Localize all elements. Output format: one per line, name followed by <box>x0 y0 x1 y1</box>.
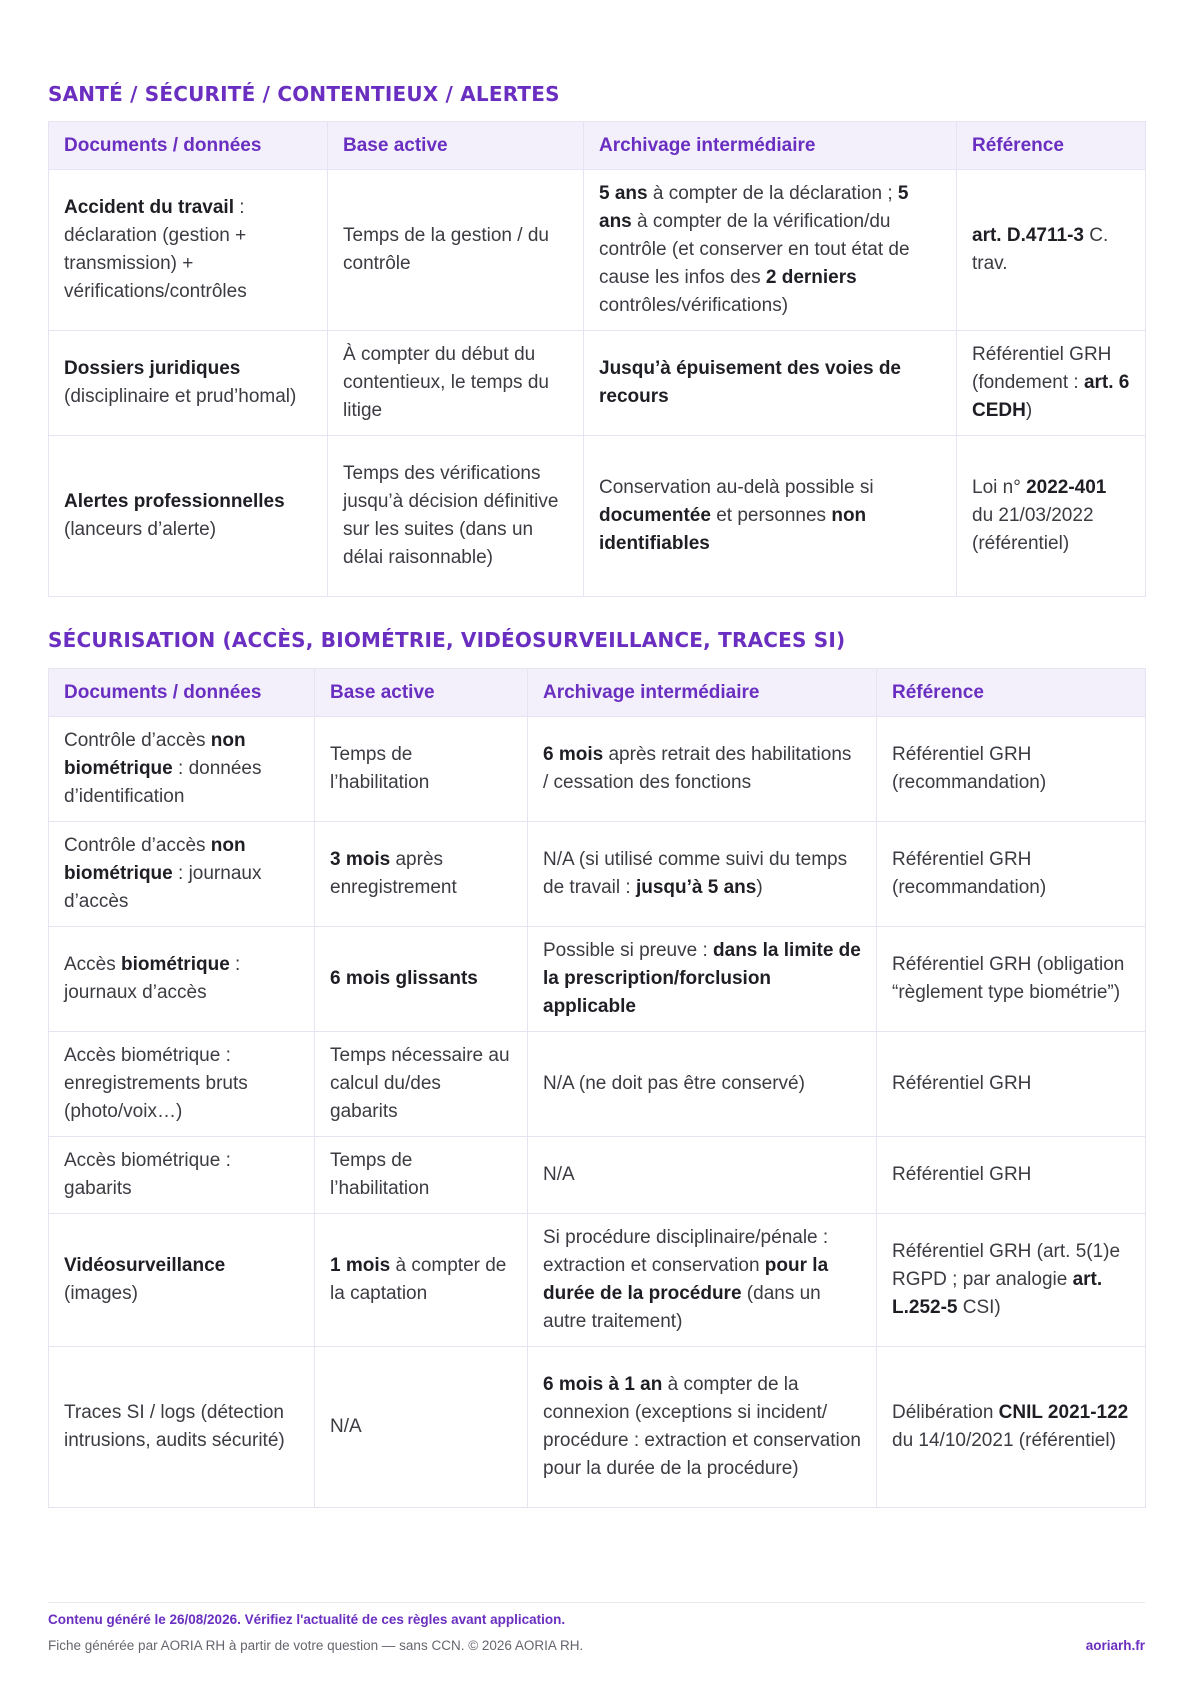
footer-divider <box>48 1602 1145 1603</box>
cell-archivage: N/A <box>528 1137 877 1214</box>
cell-reference: Référentiel GRH (recommandation) <box>877 717 1146 822</box>
table-row <box>49 1032 1146 1137</box>
cell-archivage: Jusqu’à épuisement des voies de recours <box>584 331 957 436</box>
cell-documents: Contrôle d’accès non biométrique : données d’identification <box>49 717 315 822</box>
cell-base-active: Temps des vérifications jusqu’à décision définitive sur les suites (dans un délai raisonnable) <box>328 436 584 597</box>
cell-documents: Vidéosurveillance (images) <box>49 1214 315 1347</box>
cell-base-active: Temps de l’habilitation <box>315 717 528 822</box>
cell-archivage: Conservation au-delà possible si documentée et personnes non identifiables <box>584 436 957 597</box>
header-reference: Référence <box>877 669 1146 717</box>
table-row <box>49 436 1146 597</box>
table-row <box>49 822 1146 927</box>
cell-documents: Accident du travail : déclaration (gestion + transmission) + vérifications/contrôles <box>49 170 328 331</box>
header-base-active: Base active <box>315 669 528 717</box>
cell-archivage: 6 mois après retrait des habilitations / cessation des fonctions <box>528 717 877 822</box>
cell-documents: Accès biométrique : enregistrements bruts (photo/voix…) <box>49 1032 315 1137</box>
cell-reference: Loi n° 2022-401 du 21/03/2022 (référentiel) <box>957 436 1146 597</box>
cell-reference: Référentiel GRH (recommandation) <box>877 822 1146 927</box>
footer-credit: Fiche générée par AORIA RH à partir de votre question — sans CCN. © 2026 AORIA RH. <box>48 1638 584 1653</box>
table-header-row <box>49 122 1146 170</box>
cell-reference: art. D.4711-3 C. trav. <box>957 170 1146 331</box>
header-documents: Documents / données <box>49 669 315 717</box>
section-title-sante: SANTÉ / SÉCURITÉ / CONTENTIEUX / ALERTES <box>48 82 560 106</box>
cell-archivage: N/A (si utilisé comme suivi du temps de travail : jusqu’à 5 ans) <box>528 822 877 927</box>
table-row <box>49 1214 1146 1347</box>
cell-base-active: 6 mois glissants <box>315 927 528 1032</box>
table-row <box>49 1347 1146 1508</box>
cell-base-active: Temps nécessaire au calcul du/des gabarits <box>315 1032 528 1137</box>
cell-base-active: À compter du début du contentieux, le temps du litige <box>328 331 584 436</box>
table-row <box>49 1137 1146 1214</box>
cell-reference: Référentiel GRH (art. 5(1)e RGPD ; par analogie art. L.252-5 CSI) <box>877 1214 1146 1347</box>
cell-base-active: 3 mois après enregistrement <box>315 822 528 927</box>
header-documents: Documents / données <box>49 122 328 170</box>
cell-reference: Référentiel GRH (fondement : art. 6 CEDH) <box>957 331 1146 436</box>
cell-documents: Alertes professionnelles (lanceurs d’alerte) <box>49 436 328 597</box>
cell-archivage: N/A (ne doit pas être conservé) <box>528 1032 877 1137</box>
retention-table-securisation <box>48 668 1146 1508</box>
cell-base-active: N/A <box>315 1347 528 1508</box>
cell-base-active: 1 mois à compter de la captation <box>315 1214 528 1347</box>
cell-base-active: Temps de la gestion / du contrôle <box>328 170 584 331</box>
cell-documents: Contrôle d’accès non biométrique : journaux d’accès <box>49 822 315 927</box>
header-archivage: Archivage intermédiaire <box>584 122 957 170</box>
footer-site-link[interactable]: aoriarh.fr <box>1085 1638 1145 1653</box>
cell-archivage: 6 mois à 1 an à compter de la connexion (exceptions si incident/ procédure : extraction et conservation pour la durée de la procédure) <box>528 1347 877 1508</box>
cell-reference: Délibération CNIL 2021-122 du 14/10/2021 (référentiel) <box>877 1347 1146 1508</box>
cell-archivage: Possible si preuve : dans la limite de la prescription/forclusion applicable <box>528 927 877 1032</box>
header-archivage: Archivage intermédiaire <box>528 669 877 717</box>
cell-documents: Accès biométrique : gabarits <box>49 1137 315 1214</box>
section-title-securisation: SÉCURISATION (ACCÈS, BIOMÉTRIE, VIDÉOSURVEILLANCE, TRACES SI) <box>48 628 846 652</box>
header-reference: Référence <box>957 122 1146 170</box>
cell-reference: Référentiel GRH (obligation “règlement type biométrie”) <box>877 927 1146 1032</box>
header-base-active: Base active <box>328 122 584 170</box>
table-row <box>49 331 1146 436</box>
cell-documents: Dossiers juridiques (disciplinaire et prud’homal) <box>49 331 328 436</box>
cell-documents: Accès biométrique : journaux d’accès <box>49 927 315 1032</box>
cell-reference: Référentiel GRH <box>877 1032 1146 1137</box>
cell-archivage: Si procédure disciplinaire/pénale : extraction et conservation pour la durée de la procédure (dans un autre traitement) <box>528 1214 877 1347</box>
cell-reference: Référentiel GRH <box>877 1137 1146 1214</box>
footer-notice: Contenu généré le 26/08/2026. Vérifiez l'actualité de ces règles avant application. <box>48 1612 566 1627</box>
table-header-row <box>49 669 1146 717</box>
table-row <box>49 927 1146 1032</box>
cell-base-active: Temps de l’habilitation <box>315 1137 528 1214</box>
retention-table-sante <box>48 121 1146 597</box>
cell-archivage: 5 ans à compter de la déclaration ; 5 ans à compter de la vérification/du contrôle (et conserver en tout état de cause les infos des 2 derniers contrôles/vérifications) <box>584 170 957 331</box>
table-row <box>49 717 1146 822</box>
cell-documents: Traces SI / logs (détection intrusions, audits sécurité) <box>49 1347 315 1508</box>
table-row <box>49 170 1146 331</box>
